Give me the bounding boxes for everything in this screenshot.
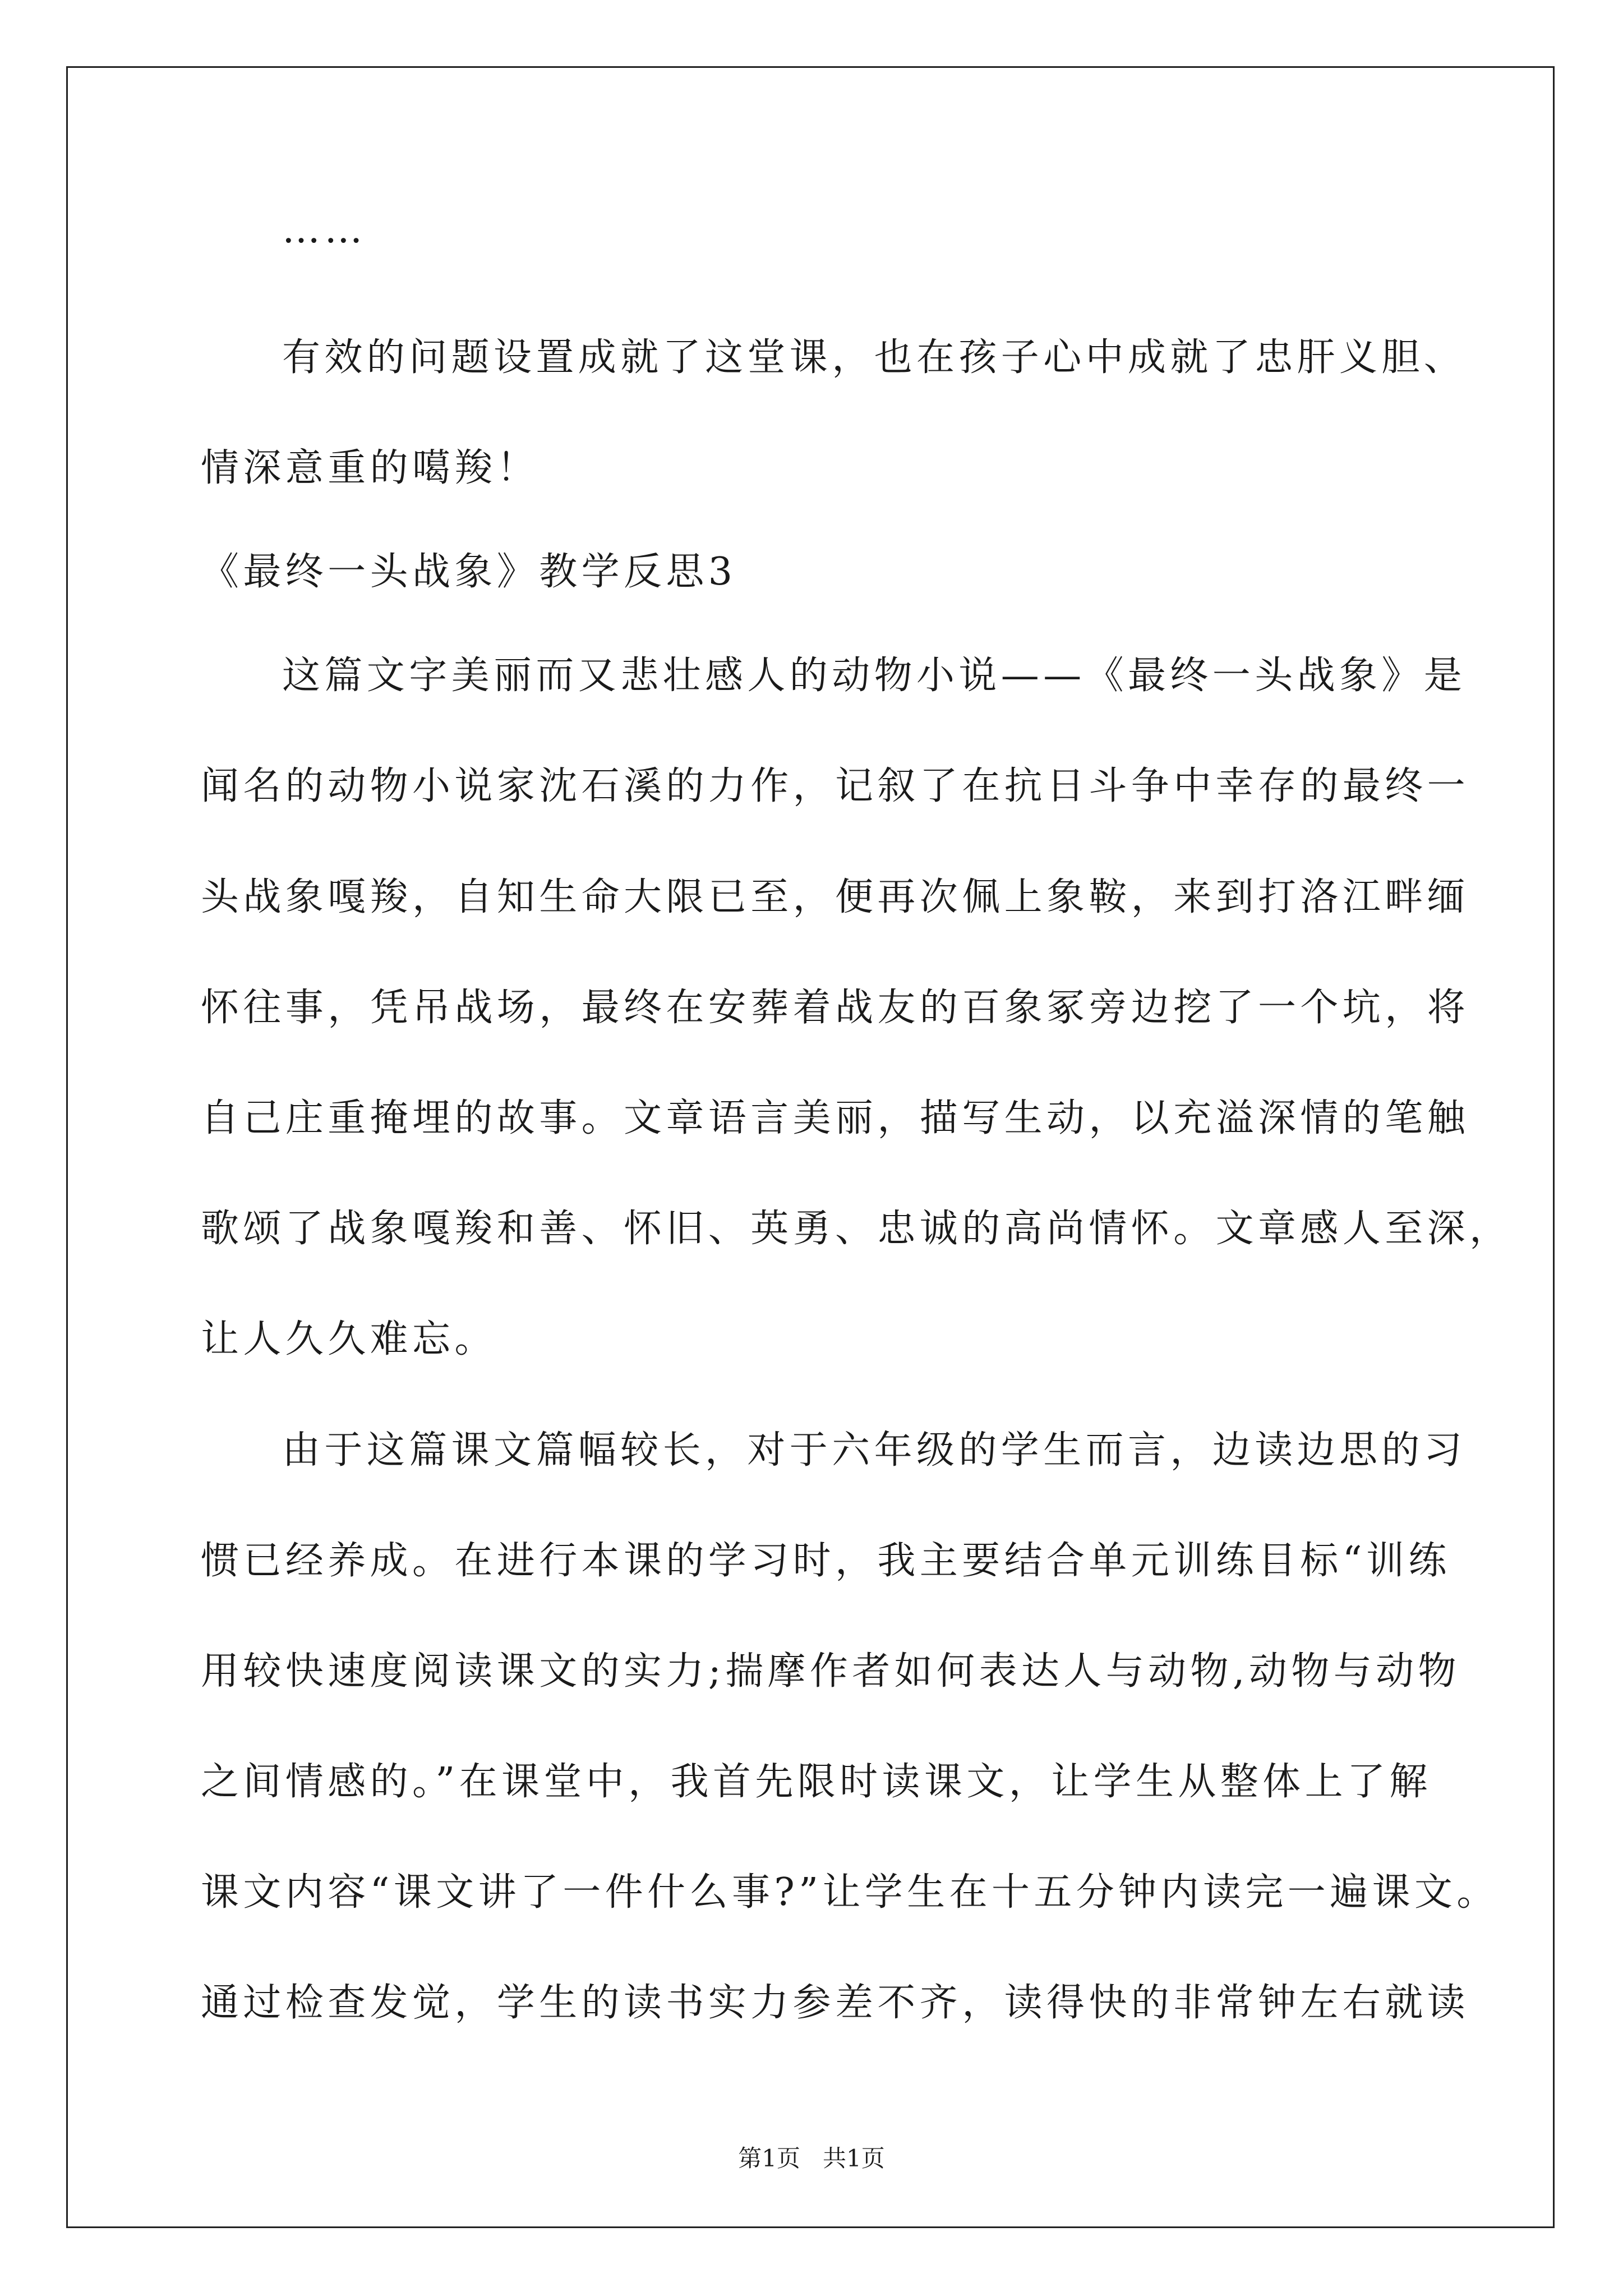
text-line: 怀往事，凭吊战场，最终在安葬着战友的百象冢旁边挖了一个坑，将 (201, 986, 1470, 1030)
text-line: 闻名的动物小说家沈石溪的力作，记叙了在抗日斗争中幸存的最终一 (201, 764, 1470, 808)
text-line: 头战象嘎羧，自知生命大限已至，便再次佩上象鞍，来到打洛江畔缅 (201, 875, 1470, 919)
text-line: 通过检查发觉，学生的读书实力参差不齐，读得快的非常钟左右就读 (201, 1981, 1470, 2025)
text-line: 歌颂了战象嘎羧和善、怀旧、英勇、忠诚的高尚情怀。文章感人至深， (201, 1207, 1512, 1251)
text-line: 由于这篇课文篇幅较长，对于六年级的学生而言，边读边思的习 (282, 1428, 1467, 1473)
text-line: …… (282, 208, 367, 252)
page-footer (0, 2142, 1623, 2175)
text-line: 用较快速度阅读课文的实力;揣摩作者如何表达人与动物,动物与动物 (201, 1649, 1460, 1694)
text-line: 自己庄重掩埋的故事。文章语言美丽，描写生动，以充溢深情的笔触 (201, 1096, 1470, 1140)
text-line: 有效的问题设置成就了这堂课，也在孩子心中成就了忠肝义胆、 (282, 335, 1467, 380)
text-line: 情深意重的噶羧！ (201, 446, 540, 490)
page-number: 第1页 共1页 (738, 2145, 885, 2172)
text-line: 之间情感的。”在课堂中，我首先限时读课文，让学生从整体上了解 (201, 1760, 1432, 1804)
text-line: 惯已经养成。在进行本课的学习时，我主要结合单元训练目标“训练 (201, 1539, 1451, 1583)
text-line: 课文内容“课文讲了一件什么事?”让学生在十五分钟内读完一遍课文。 (201, 1870, 1499, 1915)
section-heading: 《最终一头战象》教学反思3 (201, 550, 737, 594)
text-line: 这篇文字美丽而又悲壮感人的动物小说——《最终一头战象》是 (282, 654, 1467, 698)
text-line: 让人久久难忘。 (201, 1317, 497, 1361)
